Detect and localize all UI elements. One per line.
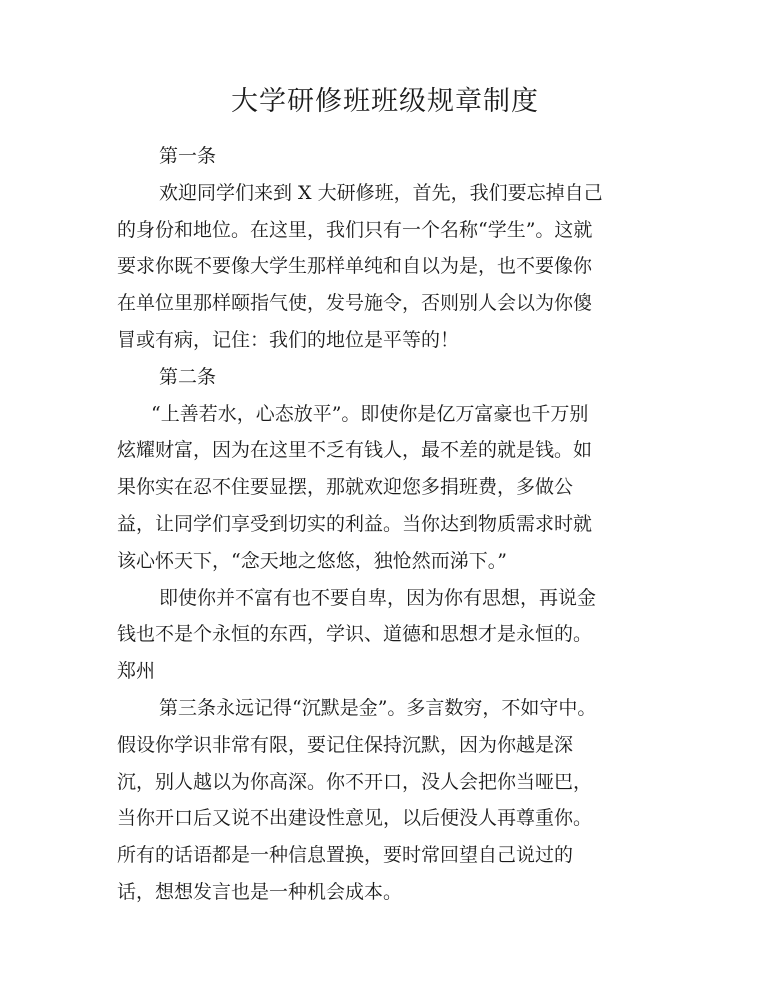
text-line: 在单位里那样颐指气使，发号施令，否则别人会以为你傻 xyxy=(117,292,593,315)
text-line: 要求你既不要像大学生那样单纯和自以为是，也不要像你 xyxy=(117,255,593,278)
text-line: 第二条 xyxy=(159,365,217,388)
text-line: 钱也不是个永恒的东西，学识、道德和思想才是永恒的。 xyxy=(117,623,593,646)
text-line: 郑州 xyxy=(117,660,156,683)
document-title: 大学研修班班级规章制度 xyxy=(231,86,539,117)
text-line: 假设你学识非常有限，要记住保持沉默，因为你越是深 xyxy=(117,733,574,756)
text-line: 当你开口后又说不出建设性意见，以后便没人再尊重你。 xyxy=(117,807,593,830)
document-body xyxy=(117,138,647,911)
text-line: 欢迎同学们来到 X 大研修班，首先，我们要忘掉自己 xyxy=(159,181,603,204)
text-line: 炫耀财富，因为在这里不乏有钱人，最不差的就是钱。如 xyxy=(117,439,593,462)
text-line: 该心怀天下，“念天地之悠悠，独怆然而涕下。” xyxy=(117,549,507,572)
text-line: “上善若水，心态放平”。即使你是亿万富豪也千万别 xyxy=(151,402,589,425)
text-line: 的身份和地位。在这里，我们只有一个名称“学生”。这就 xyxy=(117,218,593,241)
text-line: 第一条 xyxy=(159,145,217,167)
text-line: 所有的话语都是一种信息置换，要时常回望自己说过的 xyxy=(117,844,574,867)
text-line: 第三条永远记得“沉默是金”。多言数穷，不如守中。 xyxy=(159,696,597,719)
text-line: 冒或有病，记住：我们的地位是平等的！ xyxy=(117,328,460,351)
text-line: 沉，别人越以为你高深。你不开口，没人会把你当哑巴， xyxy=(117,770,593,793)
text-line: 即使你并不富有也不要自卑，因为你有思想，再说金 xyxy=(159,586,597,609)
text-line: 益，让同学们享受到切实的利益。当你达到物质需求时就 xyxy=(117,512,593,535)
text-line: 果你实在忍不住要显摆，那就欢迎您多捐班费，多做公 xyxy=(117,476,574,499)
text-line: 话，想想发言也是一种机会成本。 xyxy=(117,880,403,903)
